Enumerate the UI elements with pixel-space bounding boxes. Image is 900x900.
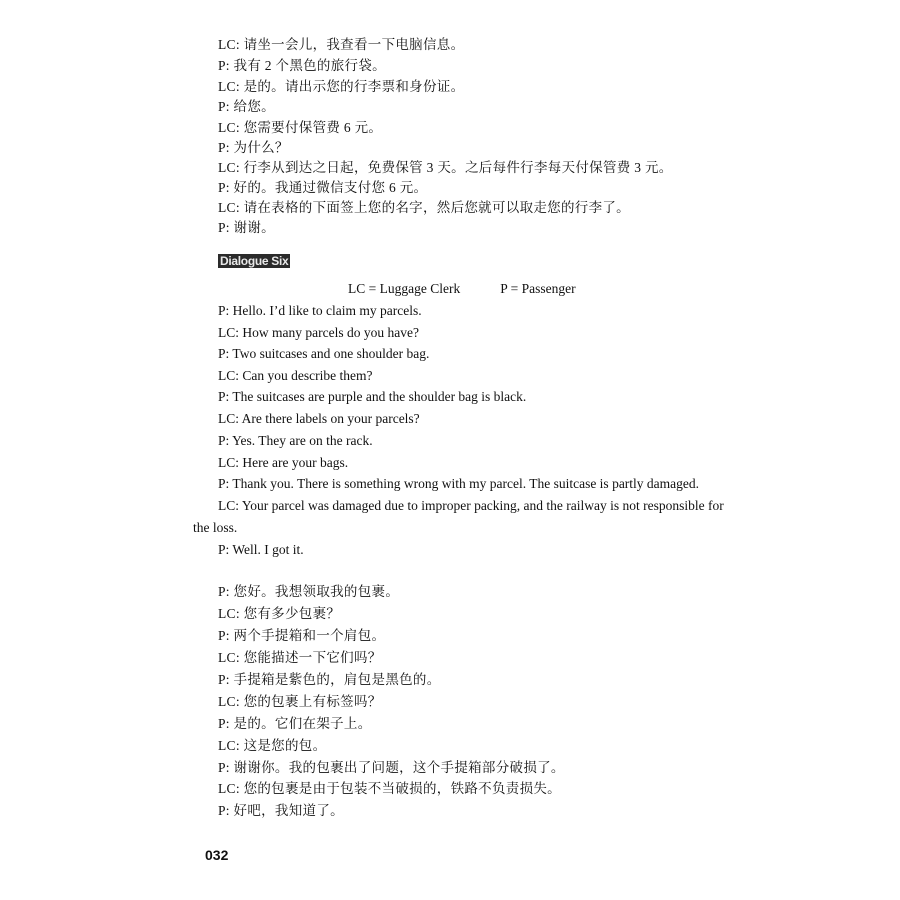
text-line: P: Two suitcases and one shoulder bag.	[218, 346, 430, 361]
text-line: P: 两个手提箱和一个肩包。	[218, 628, 386, 643]
text-line: P: 为什么？	[218, 140, 289, 155]
text-line: P: Well. I got it.	[218, 542, 304, 557]
text-line: P: Hello. I’d like to claim my parcels.	[218, 303, 422, 318]
text-line: P: 您好。我想领取我的包裹。	[218, 584, 400, 599]
text-line: LC: 这是您的包。	[218, 738, 327, 753]
text-line: LC: 您的包裹上有标签吗？	[218, 694, 382, 709]
text-line: P: 是的。它们在架子上。	[218, 716, 372, 731]
text-line: LC: 请坐一会儿，我查看一下电脑信息。	[218, 37, 465, 52]
text-line: P: The suitcases are purple and the shoulder bag is black.	[218, 389, 527, 404]
page-number: 032	[205, 847, 229, 863]
text-line: LC: Can you describe them?	[218, 368, 373, 383]
text-line: LC: 请在表格的下面签上您的名字，然后您就可以取走您的行李了。	[218, 200, 630, 215]
text-line: LC: 您有多少包裹？	[218, 606, 341, 621]
text-line: P: 谢谢你。我的包裹出了问题，这个手提箱部分破损了。	[218, 760, 565, 775]
text-line: LC: Are there labels on your parcels?	[218, 411, 420, 426]
text-line: LC: 是的。请出示您的行李票和身份证。	[218, 79, 465, 94]
text-line: LC: 您的包裹是由于包装不当破损的，铁路不负责损失。	[218, 781, 561, 796]
text-line: LC: 行李从到达之日起，免费保管 3 天。之后每件行李每天付保管费 3 元。	[218, 160, 673, 175]
legend-clerk: LC = Luggage Clerk	[348, 281, 461, 296]
text-line: LC: Here are your bags.	[218, 455, 349, 470]
text-line: P: 好的。我通过微信支付您 6 元。	[218, 180, 428, 195]
text-line: LC: 您需要付保管费 6 元。	[218, 120, 383, 135]
section-heading: Dialogue Six	[220, 254, 289, 268]
text-line: P: Thank you. There is something wrong with my parcel. The suitcase is partly damaged.	[218, 476, 700, 491]
legend-passenger: P = Passenger	[500, 281, 576, 296]
text-line: P: Yes. They are on the rack.	[218, 433, 373, 448]
text-line: the loss.	[193, 520, 238, 535]
text-line: P: 我有 2 个黑色的旅行袋。	[218, 58, 386, 73]
text-line: P: 给您。	[218, 99, 275, 114]
text-line: P: 手提箱是紫色的，肩包是黑色的。	[218, 672, 441, 687]
text-line: P: 谢谢。	[218, 220, 275, 235]
text-line: P: 好吧，我知道了。	[218, 803, 344, 818]
speaker-legend	[348, 281, 576, 297]
text-line: LC: Your parcel was damaged due to improper packing, and the railway is not responsible for	[218, 498, 724, 513]
text-line: LC: 您能描述一下它们吗？	[218, 650, 382, 665]
text-line: LC: How many parcels do you have?	[218, 325, 419, 340]
